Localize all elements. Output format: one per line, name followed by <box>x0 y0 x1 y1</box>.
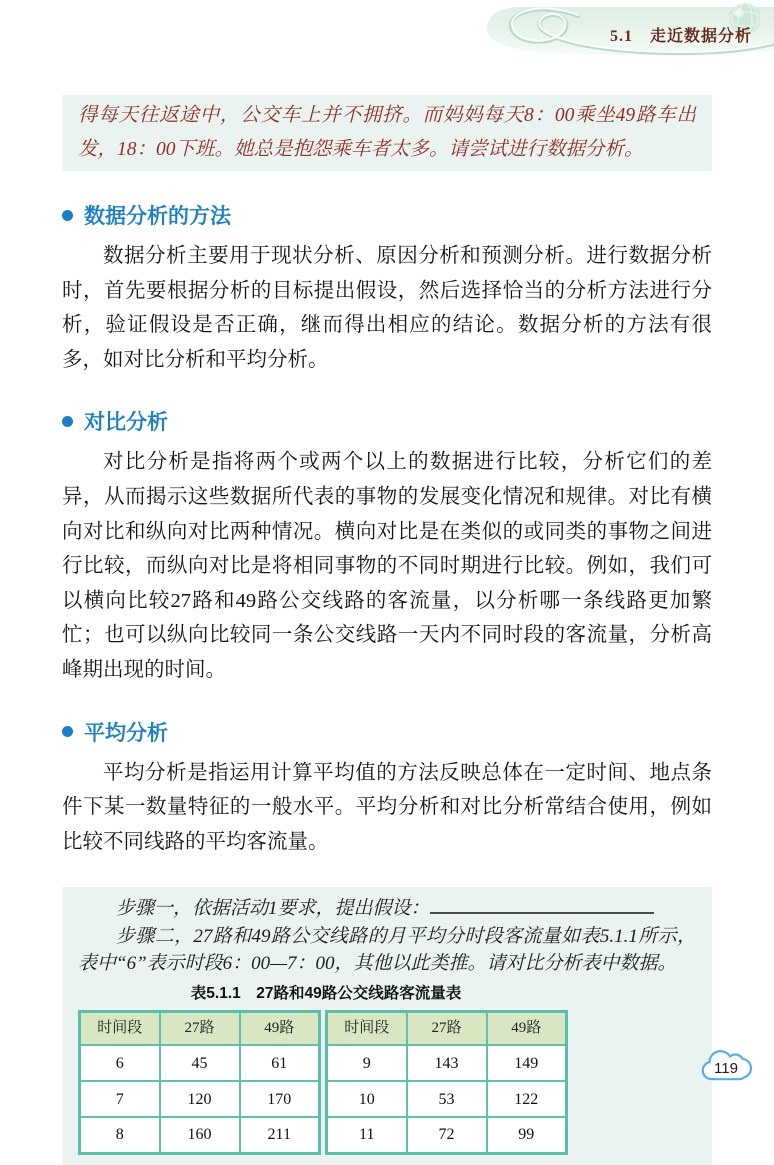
section-heading-comparative <box>62 406 712 436</box>
table-row <box>80 1081 320 1117</box>
page-content <box>62 95 712 1165</box>
table-header-row <box>327 1011 567 1045</box>
page-number: 119 <box>714 1060 738 1077</box>
bullet-icon <box>62 210 73 221</box>
table-header-cell: 时间段 <box>80 1011 160 1045</box>
table-data-cell: 61 <box>240 1045 320 1081</box>
table-data-cell: 170 <box>240 1081 320 1117</box>
table-data-cell: 53 <box>407 1081 487 1117</box>
passenger-tables <box>78 1010 574 1155</box>
passenger-table-left <box>78 1010 321 1155</box>
passenger-table-right <box>325 1010 568 1155</box>
table-data-cell: 6 <box>80 1045 160 1081</box>
intro-text: 得每天往返途中，公交车上并不拥挤。而妈妈每天8：00乘坐49路车出发，18：00下班。她总是抱怨乘车者太多。请尝试进行数据分析。 <box>78 105 696 160</box>
hypothesis-blank-line <box>430 895 654 914</box>
table-header-cell: 时间段 <box>327 1011 407 1045</box>
table-data-cell: 120 <box>160 1081 240 1117</box>
table-header-cell: 49路 <box>487 1011 567 1045</box>
table-row <box>327 1117 567 1153</box>
activity-box <box>62 887 712 1165</box>
intro-box <box>62 95 712 171</box>
table-row <box>327 1081 567 1117</box>
table-data-cell: 11 <box>327 1117 407 1153</box>
section-paragraph: 数据分析主要用于现状分析、原因分析和预测分析。进行数据分析时，首先要根据分析的目标提出假设，然后选择恰当的分析方法进行分析，验证假设是否正确，继而得出相应的结论。数据分析的方法有很多，如对比分析和平均分析。 <box>62 245 712 371</box>
table-caption: 表5.1.1 27路和49路公交线路客流量表 <box>190 984 462 1002</box>
section-heading-average <box>62 717 712 747</box>
bullet-icon <box>62 726 73 737</box>
table-header-cell: 49路 <box>240 1011 320 1045</box>
table-row <box>80 1045 320 1081</box>
section-heading-methods <box>62 200 712 230</box>
table-data-cell: 122 <box>487 1081 567 1117</box>
section-paragraph: 平均分析是指运用计算平均值的方法反映总体在一定时间、地点条件下某一数量特征的一般水平。平均分析和对比分析常结合使用，例如比较不同线路的平均客流量。 <box>62 761 712 853</box>
table-row <box>327 1045 567 1081</box>
table-data-cell: 9 <box>327 1045 407 1081</box>
bullet-icon <box>62 416 73 427</box>
table-row <box>80 1117 320 1153</box>
table-data-cell: 211 <box>240 1117 320 1153</box>
page-number-cloud <box>698 1046 754 1086</box>
section-heading-label: 对比分析 <box>84 411 168 435</box>
passenger-table-wrap <box>78 982 574 1155</box>
table-data-cell: 7 <box>80 1081 160 1117</box>
step-one-text: 步骤一，依据活动1要求，提出假设： <box>116 898 430 920</box>
table-header-row <box>80 1011 320 1045</box>
table-header-cell: 27路 <box>160 1011 240 1045</box>
table-data-cell: 45 <box>160 1045 240 1081</box>
table-data-cell: 149 <box>487 1045 567 1081</box>
section-heading-label: 数据分析的方法 <box>84 205 231 228</box>
step-one-line <box>78 895 696 923</box>
section-heading-label: 平均分析 <box>84 721 168 745</box>
header-band <box>482 4 774 70</box>
section-paragraph: 对比分析是指将两个或两个以上的数据进行比较，分析它们的差异，从而揭示这些数据所代表的事物的发展变化情况和规律。对比有横向对比和纵向对比两种情况。横向对比是在类似的或同类的事物之间进行比较，而纵向对比是将相同事物的不同时期进行比较。例如，我们可以横向比较27路和49路公交线路的客流量，以分析哪一条线路更加繁忙；也可以纵向比较同一条公交线路一天内不同时段的客流量，分析高峰期出现的时间。 <box>62 451 712 681</box>
table-data-cell: 160 <box>160 1117 240 1153</box>
table-data-cell: 10 <box>327 1081 407 1117</box>
table-header-cell: 27路 <box>407 1011 487 1045</box>
section-label: 5.1 走近数据分析 <box>609 28 752 45</box>
step-two-paragraph: 步骤二，27路和49路公交线路的月平均分时段客流量如表5.1.1所示，表中“6”表示时段6：00—7：00，其他以此类推。请对比分析表中数据。 <box>78 925 696 975</box>
table-data-cell: 143 <box>407 1045 487 1081</box>
table-data-cell: 72 <box>407 1117 487 1153</box>
table-data-cell: 99 <box>487 1117 567 1153</box>
table-data-cell: 8 <box>80 1117 160 1153</box>
